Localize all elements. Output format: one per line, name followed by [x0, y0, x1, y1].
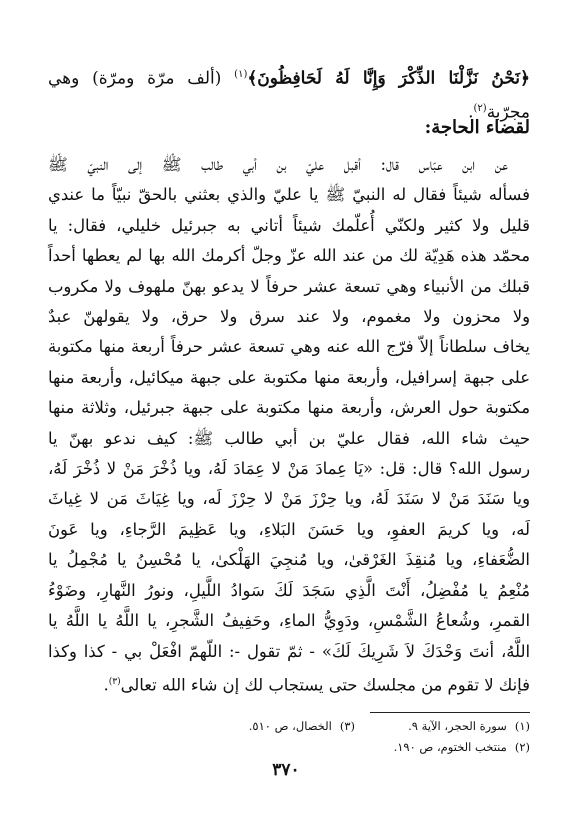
page-number: ٣٧٠	[272, 760, 300, 780]
body-line: قليل ولا كثير ولكنّي أُعلّمك شيئاً أتاني به جبرئيل خليلي، فقال: يا	[48, 215, 530, 235]
body-line: لَه، ويا كريمَ العفوِ، ويا حَسَنَ البَلاءِ، ويا عَظِيمَ الرَّجاءِ، ويا عَونَ	[48, 519, 530, 539]
footnote-3	[180, 716, 355, 737]
body-line: قبلك من الأنبياء وهي تسعة عشر حرفاً لا يدعو بهنّ ملهوف ولا مكروب	[48, 276, 530, 296]
body-line: عن ابن عبّاس قال: أقبل عليّ بن أبي طالب ﷺ إلى النبيّ ﷺ	[48, 155, 508, 174]
footnote-text: سورة الحجر، الآية ٩.	[408, 719, 507, 733]
footnote-ref-1: (١)	[234, 69, 248, 80]
footnotes	[48, 716, 530, 758]
footnote-number: (٢)	[514, 740, 530, 754]
body-line: فسأله شيئاً فقال له النبيّ ﷺ يا عليّ والذي بعثني بالحقّ نبيّاً ما عندي	[48, 185, 530, 205]
verse-open: ﴿	[520, 68, 531, 89]
footnote-text: الخصال، ص ٥١٠.	[248, 719, 332, 733]
body-line: على جبهة إسرافيل، وأربعة منها مكتوبة على جبهة ميكائيل، وأربعة منها	[48, 367, 530, 387]
body-line: مُنْعِمُ يا مُفْضِلُ، أَنْتَ الَّذِي سَجَدَ لَكَ سَوادُ اللَّيلِ، ونورُ النَّهارِ، وضَوْءُ	[48, 580, 530, 600]
verse-end: .	[468, 102, 474, 123]
footnote-row	[48, 716, 530, 737]
body-line: يخاف سلطاناً إلاّ فرّج الله عنه وهي تسعة عشر حرفاً أربعة منها مكتوبة	[48, 337, 530, 357]
footnote-number: (١)	[514, 719, 530, 733]
body-line: محمّد هذه هَدِيّة لك من عند الله عزّ وجلّ أكرمك الله بها لم يعطها أحداً	[48, 246, 530, 266]
body-line: مكتوبة حول العرش، وأربعة منها مكتوبة على جبهة جبرئيل، وثلاثة منها	[48, 398, 530, 418]
body-line: ويا سَنَدَ مَنْ لا سَنَدَ لَهُ، ويا حِرْزَ مَنْ لا حِرْزَ لَه، ويا غِيَاثَ مَن لا غِياثَ	[48, 489, 530, 509]
footnote-2	[355, 737, 530, 758]
body-paragraph	[48, 150, 530, 701]
body-line: حيث شاء الله، فقال عليّ بن أبي طالب ﷺ: كيف ندعو بهنّ يا	[48, 428, 530, 448]
body-line: اللَّهُ، أنتَ وَحْدَكَ لاَ شَرِيكَ لَكَ» - ثمّ تقول -: اللّهمّ افْعَلْ بي - كذا وكذا	[48, 641, 530, 661]
verse-tail: (ألف مرّة ومرّة) وهي مجرّبة	[48, 68, 530, 123]
footnote-divider	[370, 712, 530, 713]
body-last-text: فإنك لا تقوم من مجلسك حتى يستجاب لك إن شاء الله تعالى	[120, 675, 530, 695]
footnote-1	[355, 716, 530, 737]
footnote-text: منتخب الختوم، ص ١٩٠.	[393, 740, 507, 754]
footnote-ref-3: (٣)	[108, 676, 121, 687]
footnote-number: (٣)	[339, 719, 355, 733]
body-line: الضُّعَفاءِ، ويا مُنقِذَ الغَرْقىٰ، ويا مُنجِيَ الهَلْكىٰ، يا مُحْسِنُ يا مُجْمِلُ يا	[48, 550, 530, 570]
body-line: القمرِ، وشُعاعُ الشَّمْسِ، ودَوِيُّ الماءِ، وحَفِيفُ الشَّجرِ، يا اللَّهُ يا اللَّهُ يا	[48, 611, 530, 631]
body-line: رسول الله؟ قال: قل: «يَا عِمادَ مَنْ لا عِمَادَ لَهُ، ويا ذُخْرَ مَنْ لا ذُخْرَ لَهُ،	[48, 459, 530, 479]
body-line: ولا محزون ولا مغموم، ولا عند سرق ولا حرق، ولا يقولهنّ عبدٌ	[48, 307, 530, 327]
verse-text: نَحْنُ نَزَّلْنَا الذِّكْرَ وَإِنَّا لَهُ لَحَافِظُونَ﴾	[247, 68, 521, 89]
footnote-row	[48, 737, 530, 758]
body-last-line	[48, 667, 530, 701]
section-heading: لقضاء الحاجة:	[424, 117, 530, 138]
body-last-end: .	[103, 675, 109, 695]
footnote-ref-2: (٢)	[473, 102, 487, 114]
